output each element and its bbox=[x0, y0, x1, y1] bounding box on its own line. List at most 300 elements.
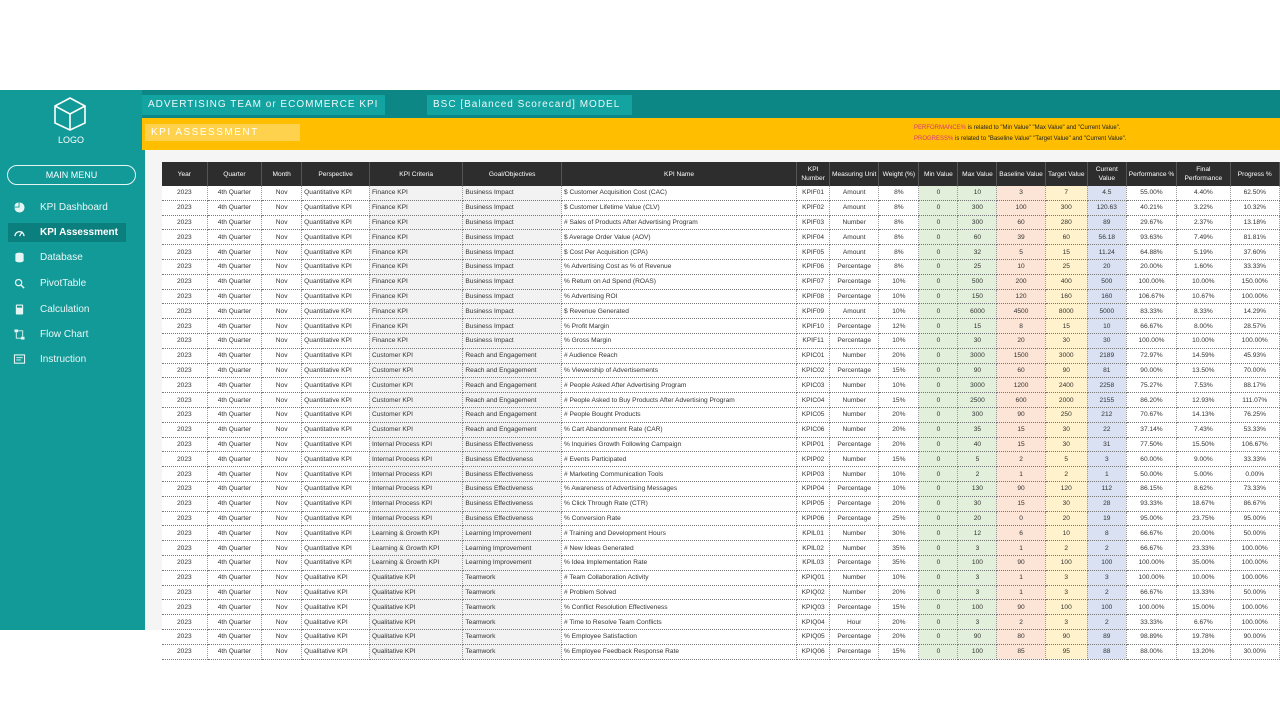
table-cell: 120 bbox=[1045, 481, 1087, 496]
table-cell: 40 bbox=[958, 437, 997, 452]
table-cell: 10% bbox=[879, 481, 919, 496]
main-menu-button[interactable]: MAIN MENU bbox=[7, 165, 136, 185]
table-cell: 2023 bbox=[162, 467, 207, 482]
table-cell: 120.63 bbox=[1087, 200, 1126, 215]
table-cell: 300 bbox=[958, 407, 997, 422]
table-cell: 64.88% bbox=[1126, 245, 1176, 260]
progress-note bbox=[914, 136, 1127, 142]
table-cell: 93.63% bbox=[1126, 230, 1176, 245]
table-cell: 2023 bbox=[162, 600, 207, 615]
table-cell: Number bbox=[830, 407, 879, 422]
table-cell: 0 bbox=[997, 511, 1045, 526]
table-cell: 4th Quarter bbox=[207, 585, 261, 600]
table-cell: 150.00% bbox=[1230, 274, 1279, 289]
table-cell: 35% bbox=[879, 541, 919, 556]
table-cell: 106.67% bbox=[1126, 289, 1176, 304]
flow-chart-icon bbox=[14, 329, 25, 340]
table-cell: 3000 bbox=[958, 378, 997, 393]
table-cell: Teamwork bbox=[463, 585, 562, 600]
table-cell: 200 bbox=[997, 274, 1045, 289]
column-header: Perspective bbox=[302, 162, 370, 186]
table-cell: Internal Process KPI bbox=[369, 481, 462, 496]
table-cell: % Advertising Cost as % of Revenue bbox=[561, 259, 796, 274]
table-header-row bbox=[162, 162, 1280, 186]
table-cell: 160 bbox=[1045, 289, 1087, 304]
table-cell: 2023 bbox=[162, 393, 207, 408]
table-cell: Teamwork bbox=[463, 615, 562, 630]
table-cell: Number bbox=[830, 570, 879, 585]
table-cell: 8% bbox=[879, 200, 919, 215]
table-cell: 4th Quarter bbox=[207, 452, 261, 467]
table-cell: 8% bbox=[879, 230, 919, 245]
table-cell: Business Effectiveness bbox=[463, 481, 562, 496]
table-cell: 2023 bbox=[162, 629, 207, 644]
table-cell: 0 bbox=[919, 259, 958, 274]
table-cell: Percentage bbox=[830, 319, 879, 334]
table-cell: 22 bbox=[1087, 422, 1126, 437]
table-cell: 1 bbox=[997, 541, 1045, 556]
table-cell: 14.59% bbox=[1177, 348, 1230, 363]
table-cell: % Inquiries Growth Following Campaign bbox=[561, 437, 796, 452]
table-cell: 2023 bbox=[162, 422, 207, 437]
app-window bbox=[0, 90, 1280, 656]
table-cell: 15% bbox=[879, 600, 919, 615]
table-cell: Qualitative KPI bbox=[369, 570, 462, 585]
sidebar bbox=[0, 90, 142, 630]
table-cell: KPIQ01 bbox=[797, 570, 830, 585]
table-cell: 0 bbox=[919, 511, 958, 526]
sidebar-item-label: Calculation bbox=[40, 304, 90, 315]
table-cell: 4th Quarter bbox=[207, 481, 261, 496]
table-cell: 4th Quarter bbox=[207, 496, 261, 511]
table-cell: KPIQ04 bbox=[797, 615, 830, 630]
table-row bbox=[162, 615, 1280, 630]
table-cell: # Marketing Communication Tools bbox=[561, 467, 796, 482]
table-cell: 106.67% bbox=[1230, 437, 1279, 452]
table-cell: Customer KPI bbox=[369, 378, 462, 393]
column-header: Quarter bbox=[207, 162, 261, 186]
table-cell: 100.00% bbox=[1230, 600, 1279, 615]
table-cell: Quantitative KPI bbox=[302, 555, 370, 570]
column-header: Goal/Objectives bbox=[463, 162, 562, 186]
table-cell: 2 bbox=[1045, 467, 1087, 482]
table-cell: 10% bbox=[879, 467, 919, 482]
table-cell: 33.33% bbox=[1230, 259, 1279, 274]
table-cell: 0 bbox=[919, 585, 958, 600]
table-cell: 60 bbox=[958, 230, 997, 245]
calculator-icon bbox=[14, 304, 25, 315]
table-cell: 20% bbox=[879, 585, 919, 600]
table-cell: 15 bbox=[997, 437, 1045, 452]
table-cell: 2023 bbox=[162, 289, 207, 304]
table-cell: 2023 bbox=[162, 541, 207, 556]
table-cell: Quantitative KPI bbox=[302, 393, 370, 408]
table-cell: 500 bbox=[958, 274, 997, 289]
sidebar-item-calculation[interactable] bbox=[8, 300, 126, 319]
table-cell: Finance KPI bbox=[369, 304, 462, 319]
table-cell: % Advertising ROI bbox=[561, 289, 796, 304]
table-cell: 1500 bbox=[997, 348, 1045, 363]
table-cell: Percentage bbox=[830, 629, 879, 644]
table-cell: 7.49% bbox=[1177, 230, 1230, 245]
table-cell: Number bbox=[830, 585, 879, 600]
table-cell: 4.5 bbox=[1087, 186, 1126, 200]
table-cell: 280 bbox=[1045, 215, 1087, 230]
table-cell: 2 bbox=[958, 467, 997, 482]
table-cell: Percentage bbox=[830, 555, 879, 570]
table-cell: 3 bbox=[958, 615, 997, 630]
table-cell: 8 bbox=[1087, 526, 1126, 541]
table-cell: 4th Quarter bbox=[207, 629, 261, 644]
table-cell: 8% bbox=[879, 215, 919, 230]
table-cell: 4th Quarter bbox=[207, 304, 261, 319]
table-cell: 2023 bbox=[162, 215, 207, 230]
pie-chart-icon bbox=[14, 202, 25, 213]
table-cell: Quantitative KPI bbox=[302, 496, 370, 511]
table-cell: 100.00% bbox=[1126, 274, 1176, 289]
table-cell: 0 bbox=[919, 407, 958, 422]
table-cell: 0 bbox=[919, 600, 958, 615]
table-cell: 60 bbox=[997, 363, 1045, 378]
table-cell: Quantitative KPI bbox=[302, 541, 370, 556]
table-cell: 100 bbox=[997, 200, 1045, 215]
table-cell: 0 bbox=[919, 496, 958, 511]
table-cell: Nov bbox=[262, 274, 302, 289]
table-row bbox=[162, 274, 1280, 289]
table-cell: 8.00% bbox=[1177, 319, 1230, 334]
table-cell: Nov bbox=[262, 467, 302, 482]
sidebar-item-kpi-assessment[interactable] bbox=[8, 223, 126, 242]
table-body bbox=[162, 186, 1280, 659]
table-cell: KPIP03 bbox=[797, 467, 830, 482]
table-cell: 2023 bbox=[162, 333, 207, 348]
cube-logo-icon bbox=[52, 96, 88, 132]
table-cell: 4th Quarter bbox=[207, 289, 261, 304]
table-cell: 3 bbox=[958, 585, 997, 600]
table-cell: Business Impact bbox=[463, 319, 562, 334]
table-cell: 7.43% bbox=[1177, 422, 1230, 437]
table-cell: 95 bbox=[1045, 644, 1087, 659]
table-cell: 2023 bbox=[162, 570, 207, 585]
table-cell: Nov bbox=[262, 629, 302, 644]
table-cell: 2023 bbox=[162, 274, 207, 289]
table-cell: Nov bbox=[262, 333, 302, 348]
table-cell: 90.00% bbox=[1126, 363, 1176, 378]
table-cell: Finance KPI bbox=[369, 230, 462, 245]
table-cell: 11.24 bbox=[1087, 245, 1126, 260]
table-cell: % Employee Feedback Response Rate bbox=[561, 644, 796, 659]
table-cell: # Problem Solved bbox=[561, 585, 796, 600]
table-row bbox=[162, 644, 1280, 659]
table-cell: 0 bbox=[919, 526, 958, 541]
table-cell: 4th Quarter bbox=[207, 230, 261, 245]
table-row bbox=[162, 600, 1280, 615]
table-cell: 2023 bbox=[162, 585, 207, 600]
table-cell: Customer KPI bbox=[369, 363, 462, 378]
performance-note-text: is related to "Min Value" "Max Value" and "Current Value". bbox=[966, 125, 1121, 131]
table-cell: Learning Improvement bbox=[463, 555, 562, 570]
table-cell: 2 bbox=[1087, 541, 1126, 556]
table-cell: 2023 bbox=[162, 496, 207, 511]
table-cell: 90 bbox=[997, 555, 1045, 570]
table-cell: KPIC02 bbox=[797, 363, 830, 378]
table-cell: Qualitative KPI bbox=[302, 615, 370, 630]
table-cell: 32 bbox=[958, 245, 997, 260]
table-cell: 4th Quarter bbox=[207, 467, 261, 482]
table-cell: 8.33% bbox=[1177, 304, 1230, 319]
table-cell: Nov bbox=[262, 452, 302, 467]
table-row bbox=[162, 304, 1280, 319]
table-cell: 13.33% bbox=[1177, 585, 1230, 600]
table-cell: 0 bbox=[919, 245, 958, 260]
table-cell: 0 bbox=[919, 541, 958, 556]
table-cell: Finance KPI bbox=[369, 186, 462, 200]
table-cell: 0.00% bbox=[1230, 467, 1279, 482]
table-cell: 4th Quarter bbox=[207, 215, 261, 230]
table-cell: 0 bbox=[919, 186, 958, 200]
table-cell: 0 bbox=[919, 555, 958, 570]
table-cell: Nov bbox=[262, 615, 302, 630]
kpi-assessment-table bbox=[162, 162, 1280, 660]
table-cell: 45.93% bbox=[1230, 348, 1279, 363]
instruction-icon bbox=[14, 354, 25, 365]
table-cell: 400 bbox=[1045, 274, 1087, 289]
table-cell: 3 bbox=[958, 570, 997, 585]
table-cell: 4th Quarter bbox=[207, 526, 261, 541]
table-cell: 5.19% bbox=[1177, 245, 1230, 260]
table-cell: 4th Quarter bbox=[207, 422, 261, 437]
table-cell: 3 bbox=[1045, 615, 1087, 630]
table-cell: 0 bbox=[919, 437, 958, 452]
table-cell: 86.67% bbox=[1230, 496, 1279, 511]
table-cell: Nov bbox=[262, 289, 302, 304]
table-cell: 5 bbox=[958, 452, 997, 467]
table-cell: 10 bbox=[958, 186, 997, 200]
table-cell: Quantitative KPI bbox=[302, 319, 370, 334]
table-cell: Qualitative KPI bbox=[369, 585, 462, 600]
table-cell: Nov bbox=[262, 526, 302, 541]
table-cell: 20.00% bbox=[1126, 259, 1176, 274]
sidebar-item-database[interactable] bbox=[8, 248, 126, 267]
table-cell: Business Effectiveness bbox=[463, 452, 562, 467]
table-cell: 20% bbox=[879, 615, 919, 630]
table-cell: 2000 bbox=[1045, 393, 1087, 408]
table-cell: 15% bbox=[879, 393, 919, 408]
table-cell: 3 bbox=[1087, 452, 1126, 467]
table-cell: 60 bbox=[1045, 230, 1087, 245]
table-cell: Nov bbox=[262, 422, 302, 437]
table-cell: 4th Quarter bbox=[207, 393, 261, 408]
table-cell: Percentage bbox=[830, 496, 879, 511]
table-cell: 4th Quarter bbox=[207, 407, 261, 422]
table-cell: 35% bbox=[879, 555, 919, 570]
table-cell: 81.81% bbox=[1230, 230, 1279, 245]
database-icon bbox=[14, 252, 25, 263]
sidebar-item-instruction[interactable] bbox=[8, 350, 126, 369]
table-cell: 90 bbox=[997, 407, 1045, 422]
table-row bbox=[162, 555, 1280, 570]
table-cell: Nov bbox=[262, 481, 302, 496]
table-cell: 89 bbox=[1087, 215, 1126, 230]
column-header: Performance % bbox=[1126, 162, 1176, 186]
table-cell: 2023 bbox=[162, 437, 207, 452]
table-cell: 15.50% bbox=[1177, 437, 1230, 452]
table-cell: Quantitative KPI bbox=[302, 333, 370, 348]
tab-bsc-model[interactable]: BSC [Balanced Scorecard] MODEL bbox=[427, 95, 632, 115]
table-cell: 66.67% bbox=[1126, 319, 1176, 334]
table-cell: Finance KPI bbox=[369, 289, 462, 304]
table-cell: KPIL03 bbox=[797, 555, 830, 570]
table-cell: 0 bbox=[919, 644, 958, 659]
table-cell: 4th Quarter bbox=[207, 245, 261, 260]
table-cell: Nov bbox=[262, 407, 302, 422]
table-cell: 1 bbox=[997, 570, 1045, 585]
table-cell: Number bbox=[830, 541, 879, 556]
table-cell: 8% bbox=[879, 259, 919, 274]
table-cell: 3000 bbox=[958, 348, 997, 363]
table-cell: 20% bbox=[879, 496, 919, 511]
table-cell: 72.97% bbox=[1126, 348, 1176, 363]
table-cell: Qualitative KPI bbox=[302, 600, 370, 615]
table-cell: # Events Participated bbox=[561, 452, 796, 467]
table-cell: 300 bbox=[958, 215, 997, 230]
table-cell: Internal Process KPI bbox=[369, 511, 462, 526]
table-row bbox=[162, 186, 1280, 200]
table-cell: Amount bbox=[830, 230, 879, 245]
sidebar-item-label: Database bbox=[40, 252, 83, 263]
table-cell: Business Impact bbox=[463, 215, 562, 230]
table-cell: KPIL01 bbox=[797, 526, 830, 541]
table-cell: 20 bbox=[1087, 259, 1126, 274]
table-cell: Finance KPI bbox=[369, 215, 462, 230]
table-cell: 4th Quarter bbox=[207, 570, 261, 585]
table-cell: Business Impact bbox=[463, 259, 562, 274]
table-cell: 14.29% bbox=[1230, 304, 1279, 319]
table-cell: 0 bbox=[919, 215, 958, 230]
table-cell: Finance KPI bbox=[369, 333, 462, 348]
table-cell: 2023 bbox=[162, 555, 207, 570]
table-cell: 1.60% bbox=[1177, 259, 1230, 274]
table-cell: 56.18 bbox=[1087, 230, 1126, 245]
table-cell: 19.78% bbox=[1177, 629, 1230, 644]
table-cell: 7.53% bbox=[1177, 378, 1230, 393]
table-cell: Business Effectiveness bbox=[463, 467, 562, 482]
table-cell: 2023 bbox=[162, 407, 207, 422]
table-cell: 2 bbox=[1087, 585, 1126, 600]
table-cell: Reach and Engagement bbox=[463, 348, 562, 363]
table-cell: 20% bbox=[879, 407, 919, 422]
table-cell: 10.32% bbox=[1230, 200, 1279, 215]
table-cell: 93.33% bbox=[1126, 496, 1176, 511]
table-cell: 15 bbox=[958, 319, 997, 334]
table-cell: Quantitative KPI bbox=[302, 467, 370, 482]
table-cell: 0 bbox=[919, 348, 958, 363]
table-row bbox=[162, 215, 1280, 230]
table-cell: Nov bbox=[262, 200, 302, 215]
table-cell: 500 bbox=[1087, 274, 1126, 289]
table-cell: Quantitative KPI bbox=[302, 422, 370, 437]
column-header: Month bbox=[262, 162, 302, 186]
table-cell: 2023 bbox=[162, 378, 207, 393]
table-cell: % Conflict Resolution Effectiveness bbox=[561, 600, 796, 615]
table-cell: 15% bbox=[879, 644, 919, 659]
table-cell: 1 bbox=[997, 467, 1045, 482]
table-cell: 100 bbox=[1045, 600, 1087, 615]
table-cell: 15 bbox=[1045, 245, 1087, 260]
page-title: KPI ASSESSMENT bbox=[145, 124, 300, 141]
table-cell: 12% bbox=[879, 319, 919, 334]
table-cell: 100 bbox=[1045, 555, 1087, 570]
table-cell: 0 bbox=[919, 467, 958, 482]
table-cell: Business Effectiveness bbox=[463, 511, 562, 526]
table-row bbox=[162, 200, 1280, 215]
table-cell: 20% bbox=[879, 348, 919, 363]
table-cell: 15 bbox=[1045, 319, 1087, 334]
table-cell: # Audience Reach bbox=[561, 348, 796, 363]
table-cell: Percentage bbox=[830, 481, 879, 496]
table-cell: 75.27% bbox=[1126, 378, 1176, 393]
table-cell: Nov bbox=[262, 259, 302, 274]
table-cell: 4th Quarter bbox=[207, 555, 261, 570]
table-cell: 100.00% bbox=[1126, 555, 1176, 570]
table-cell: # Time to Resolve Team Conflicts bbox=[561, 615, 796, 630]
column-header: Max Value bbox=[958, 162, 997, 186]
table-cell: 37.14% bbox=[1126, 422, 1176, 437]
table-cell: % Gross Margin bbox=[561, 333, 796, 348]
sidebar-item-pivottable[interactable] bbox=[8, 274, 126, 293]
table-cell: 30% bbox=[879, 526, 919, 541]
table-cell: 2023 bbox=[162, 363, 207, 378]
table-cell: # Training and Development Hours bbox=[561, 526, 796, 541]
table-cell: Amount bbox=[830, 245, 879, 260]
table-cell: 2023 bbox=[162, 304, 207, 319]
table-cell: KPIL02 bbox=[797, 541, 830, 556]
table-cell: 80 bbox=[997, 629, 1045, 644]
table-cell: # People Asked to Buy Products After Advertising Program bbox=[561, 393, 796, 408]
tab-advertising-team-kpi[interactable]: ADVERTISING TEAM or ECOMMERCE KPI bbox=[142, 95, 385, 115]
table-row bbox=[162, 467, 1280, 482]
sidebar-item-label: KPI Dashboard bbox=[40, 202, 108, 213]
content-area bbox=[145, 150, 1280, 656]
table-cell: Nov bbox=[262, 541, 302, 556]
sidebar-item-kpi-dashboard[interactable] bbox=[8, 198, 126, 217]
table-cell: 2 bbox=[1045, 541, 1087, 556]
table-cell: 90 bbox=[958, 629, 997, 644]
table-cell: 60 bbox=[997, 215, 1045, 230]
table-cell: 2023 bbox=[162, 644, 207, 659]
table-cell: Nov bbox=[262, 437, 302, 452]
table-cell: KPIQ06 bbox=[797, 644, 830, 659]
gauge-icon bbox=[14, 227, 25, 238]
table-cell: 120 bbox=[997, 289, 1045, 304]
table-cell: Reach and Engagement bbox=[463, 407, 562, 422]
table-cell: Quantitative KPI bbox=[302, 348, 370, 363]
table-cell: 30 bbox=[958, 333, 997, 348]
table-cell: 12.93% bbox=[1177, 393, 1230, 408]
table-cell: KPIF11 bbox=[797, 333, 830, 348]
table-cell: # Sales of Products After Advertising Program bbox=[561, 215, 796, 230]
table-cell: Business Effectiveness bbox=[463, 437, 562, 452]
table-cell: # People Asked After Advertising Program bbox=[561, 378, 796, 393]
table-cell: % Awareness of Advertising Messages bbox=[561, 481, 796, 496]
table-cell: KPIC05 bbox=[797, 407, 830, 422]
sidebar-item-flow-chart[interactable] bbox=[8, 325, 126, 344]
table-cell: Customer KPI bbox=[369, 348, 462, 363]
table-cell: 2189 bbox=[1087, 348, 1126, 363]
table-cell: 2500 bbox=[958, 393, 997, 408]
sidebar-item-label: Instruction bbox=[40, 354, 87, 365]
table-cell: Number bbox=[830, 467, 879, 482]
